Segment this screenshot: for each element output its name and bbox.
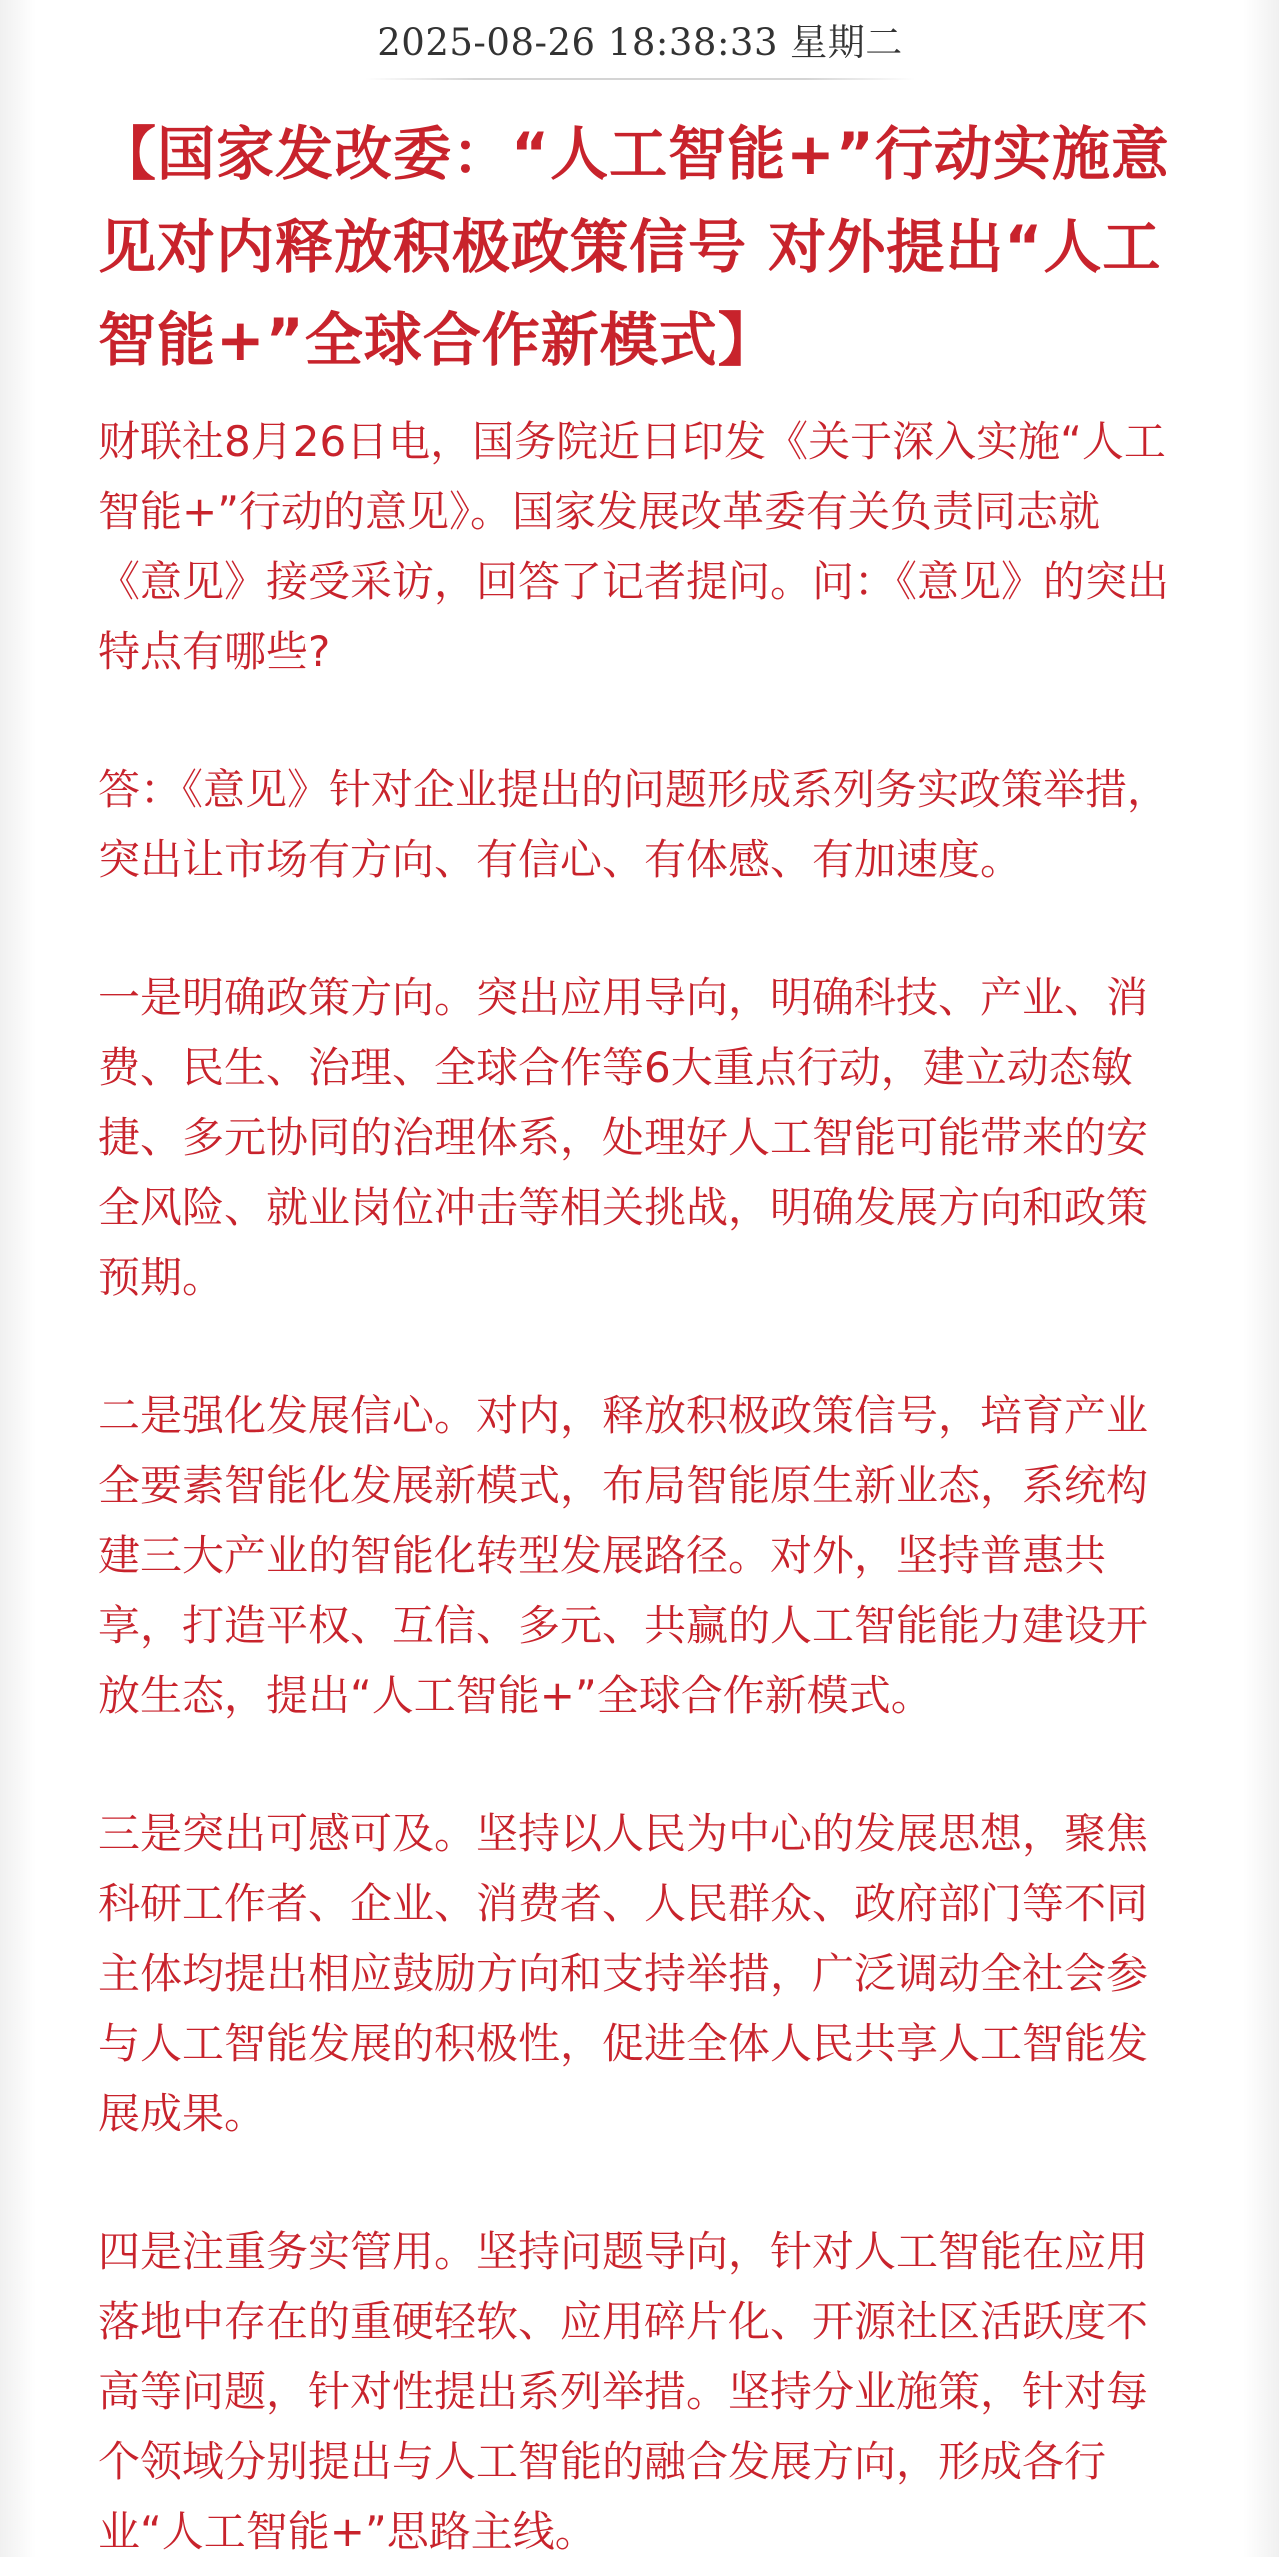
- article-body: [98, 108, 1183, 2567]
- timestamp-divider: [365, 78, 915, 80]
- article-paragraph-answer: 答：《意见》针对企业提出的问题形成系列务实政策举措，突出让市场有方向、有信心、有体感、有加速度。: [98, 765, 1170, 884]
- article-paragraph-point-1: 一是明确政策方向。突出应用导向，明确科技、产业、消费、民生、治理、全球合作等6大重点行动，建立动态敏捷、多元协同的治理体系，处理好人工智能可能带来的安全风险、就业岗位冲击等相关挑战，明确发展方向和政策预期。: [98, 973, 1149, 1302]
- right-edge-shadow: [1243, 0, 1279, 2557]
- article-paragraph-intro: 财联社8月26日电，国务院近日印发《关于深入实施“人工智能+”行动的意见》。国家发展改革委有关负责同志就《意见》接受采访，回答了记者提问。问：《意见》的突出特点有哪些?: [98, 417, 1170, 676]
- publish-timestamp: 2025-08-26 18:38:33 星期二: [377, 21, 903, 64]
- left-edge-shadow: [0, 0, 36, 2557]
- article-paragraph-point-4: 四是注重务实管用。坚持问题导向，针对人工智能在应用落地中存在的重硬轻软、应用碎片化、开源社区活跃度不高等问题，针对性提出系列举措。坚持分业施策，针对每个领域分别提出与人工智能的融合发展方向，形成各行业“人工智能+”思路主线。: [98, 2227, 1149, 2556]
- article-headline: 【国家发改委：“人工智能+”行动实施意见对内释放积极政策信号 对外提出“人工智能+”全球合作新模式】: [98, 120, 1170, 374]
- article-paragraph-point-3: 三是突出可感可及。坚持以人民为中心的发展思想，聚焦科研工作者、企业、消费者、人民群众、政府部门等不同主体均提出相应鼓励方向和支持举措，广泛调动全社会参与人工智能发展的积极性，促进全体人民共享人工智能发展成果。: [98, 1809, 1149, 2138]
- article-paragraph-point-2: 二是强化发展信心。对内，释放积极政策信号，培育产业全要素智能化发展新模式，布局智能原生新业态，系统构建三大产业的智能化转型发展路径。对外，坚持普惠共享，打造平权、互信、多元、共赢的人工智能能力建设开放生态，提出“人工智能+”全球合作新模式。: [98, 1391, 1149, 1720]
